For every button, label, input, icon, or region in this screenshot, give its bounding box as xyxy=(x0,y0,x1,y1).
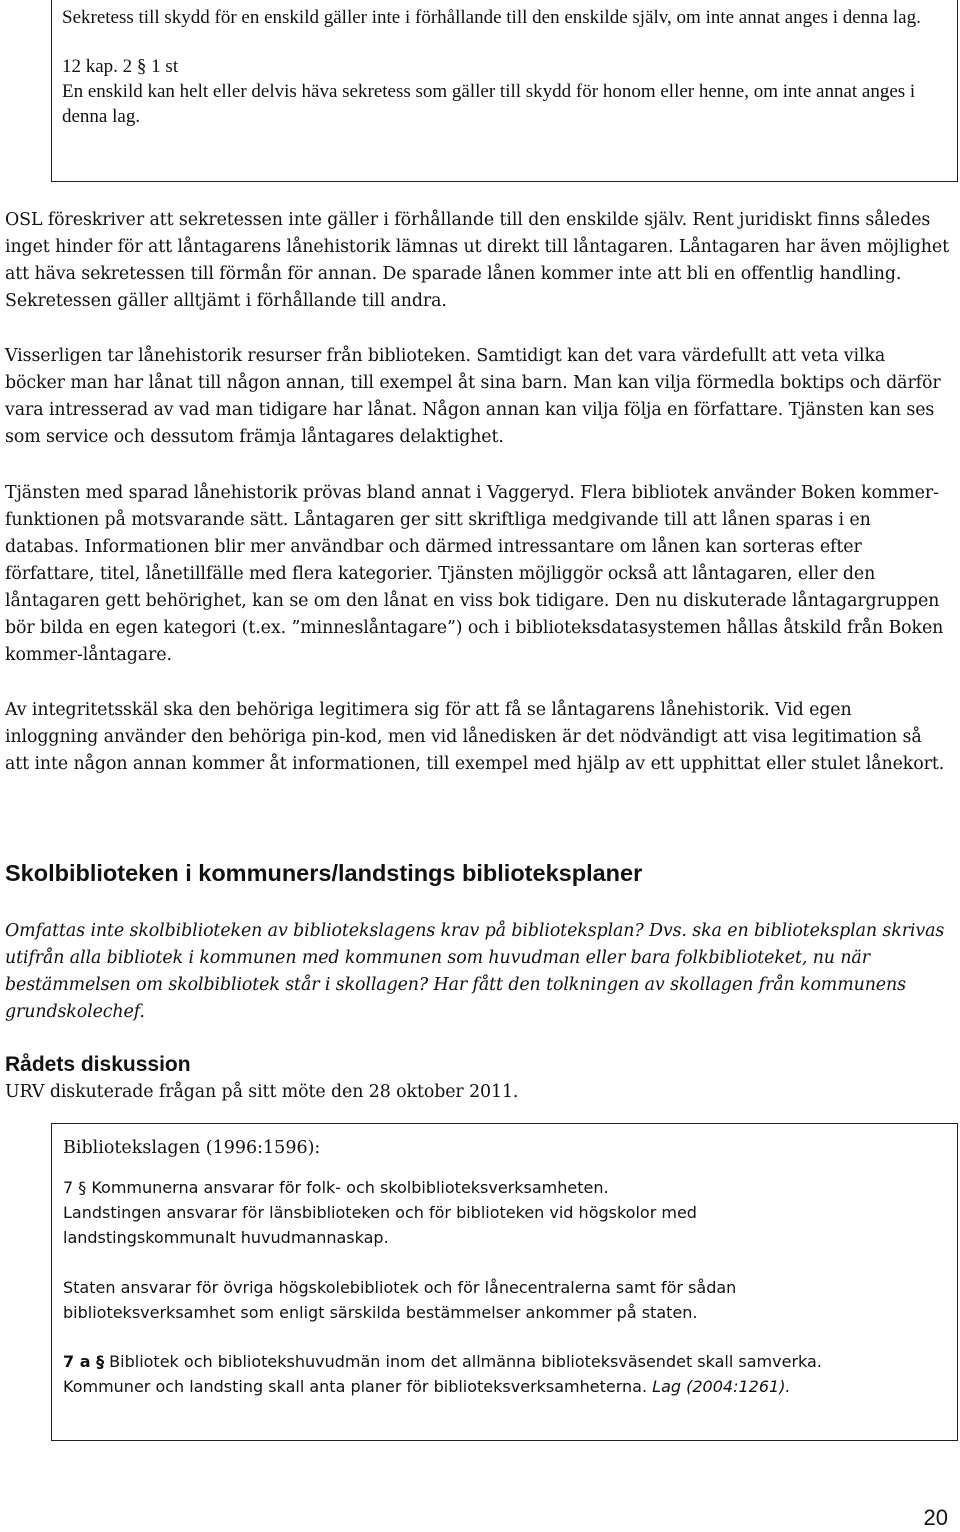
section-text: Landstingen ansvarar för länsbiblioteken och för biblioteken vid högskolor med landstingskommunalt huvudmannaskap. xyxy=(63,1203,697,1247)
question-text: Omfattas inte skolbiblioteken av bibliotekslagens krav på biblioteksplan? Dvs. ska en biblioteksplan skrivas utifrån alla bibliotek i kommunen med kommunen som huvudman eller bara folkbiblioteket, nu när bestämmelsen om skolbibliotek står i skollagen? Har fått den tolkningen av skollagen från kommunens grundskolechef. xyxy=(5,921,945,1022)
sub-heading: Rådets diskussion xyxy=(5,1053,191,1076)
section-number: 7 a § xyxy=(63,1352,105,1371)
law-quote-box-top xyxy=(51,0,958,182)
section-text: Staten ansvarar för övriga högskolebibliotek och för lånecentralerna samt för sådan biblioteksverksamhet som enligt särskilda bestämmelser ankommer på staten. xyxy=(63,1278,737,1322)
section-7a xyxy=(63,1349,947,1374)
paragraph: OSL föreskriver att sekretessen inte gäller i förhållande till den enskilde själv. Rent juridiskt finns således inget hinder för att låntagarens lånehistorik lämnas ut direkt till låntagaren. Låntagaren har även möjlighet att häva sekretessen till förmån för annan. De sparade lånen kommer inte att bli en offentlig handling. Sekretessen gäller alltjämt i förhållande till andra. xyxy=(5,210,949,311)
section-7a-line2 xyxy=(63,1374,947,1399)
page-number: 20 xyxy=(923,1505,948,1530)
paragraph: Tjänsten med sparad lånehistorik prövas bland annat i Vaggeryd. Flera bibliotek använder Boken kommer-funktionen på motsvarande sätt. Låntagaren ger sitt skriftliga medgivande till att lånen sparas i en databas. Informationen blir mer användbar och därmed intressantare om lånen kan sorteras efter författare, titel, lånetillfälle med flera kategorier. Tjänsten möjliggör också att låntagaren, eller den låntagaren gett behörighet, kan se om den lånat en viss bok tidigare. Den nu diskuterade låntagargruppen bör bilda en egen kategori (t.ex. ”minneslåntagare”) och i biblioteksdatasystemen hållas åtskild från Boken kommer-låntagare. xyxy=(5,483,944,665)
paragraph: Av integritetsskäl ska den behöriga legitimera sig för att få se låntagarens lånehistorik. Vid egen inloggning använder den behöriga pin-kod, men vid lånedisken är det nödvändigt att visa legitimation så att inte någon annan kommer åt informationen, till exempel med hjälp av ett upphittat eller stulet lånekort. xyxy=(5,700,945,774)
paragraph: Visserligen tar lånehistorik resurser från biblioteken. Samtidigt kan det vara värdefullt att veta vilka böcker man har lånat till någon annan, till exempel åt sina barn. Man kan vilja förmedla boktips och därför vara intresserad av vad man tidigare har lånat. Någon annan kan vilja följa en författare. Tjänsten kan ses som service och dessutom främja låntagares delaktighet. xyxy=(5,346,941,447)
quote-text: Sekretess till skydd för en enskild gäller inte i förhållande till den enskilde själv, om inte annat anges i denna lag. xyxy=(62,7,921,28)
law-reference: Lag (2004:1261). xyxy=(652,1377,791,1396)
section-text: Kommuner och landsting skall anta planer för biblioteksverksamheterna. xyxy=(63,1377,648,1396)
discussion-text: URV diskuterade frågan på sitt möte den 28 oktober 2011. xyxy=(5,1082,519,1102)
quote-text: En enskild kan helt eller delvis häva sekretess som gäller till skydd för honom eller henne, om inte annat anges i denna lag. xyxy=(62,81,916,127)
section-7 xyxy=(63,1175,947,1200)
quote-reference: 12 kap. 2 § 1 st xyxy=(62,56,179,77)
section-number: 7 § xyxy=(63,1178,87,1197)
section-text: Bibliotek och bibliotekshuvudmän inom det allmänna biblioteksväsendet skall samverka. xyxy=(109,1352,822,1371)
section-heading: Skolbiblioteken i kommuners/landstings biblioteksplaner xyxy=(5,860,643,886)
section-text: Kommunerna ansvarar för folk- och skolbiblioteksverksamheten. xyxy=(91,1178,609,1197)
law-title: Bibliotekslagen (1996:1596): xyxy=(63,1138,321,1158)
law-quote-box-bibliotekslagen xyxy=(51,1123,958,1441)
